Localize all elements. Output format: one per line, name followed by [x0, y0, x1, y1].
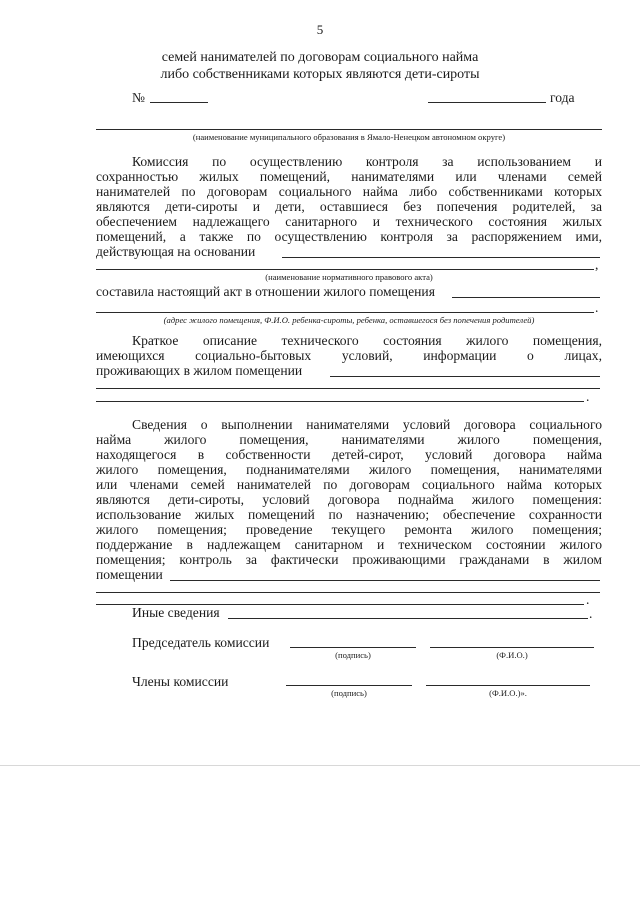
- members-label: Члены комиссии: [132, 674, 229, 689]
- para3-line: Сведения о выполнении нанимателями условий договора социального: [132, 417, 602, 432]
- period-mark: .: [595, 300, 599, 315]
- para3-line: найма жилого помещения, нанимателями жилого помещения,: [96, 432, 602, 447]
- dwelling-field[interactable]: [452, 297, 600, 298]
- para1-line: помещений, а также по осуществлению контроля за распоряжением ими,: [96, 229, 602, 244]
- para3-last-line: помещении: [96, 567, 163, 582]
- para2-line: Краткое описание технического состояния жилого помещения,: [132, 333, 602, 348]
- compliance-field[interactable]: [170, 580, 600, 581]
- fio-caption-end: (Ф.И.О.)».: [489, 688, 527, 698]
- para1-line: Комиссия по осуществлению контроля за использованием и: [132, 154, 602, 169]
- address-field[interactable]: [96, 312, 594, 313]
- members-signature-field[interactable]: [286, 685, 412, 686]
- chairman-label: Председатель комиссии: [132, 635, 270, 650]
- para3-line: жилого помещения; проведение текущего ремонта жилого помещения;: [96, 522, 602, 537]
- basis-field[interactable]: [282, 257, 600, 258]
- comma-mark: ,: [595, 257, 599, 272]
- para3-line: жилого помещения, поднанимателями жилого помещения, нанимателями: [96, 462, 602, 477]
- para3-line: использование жилых помещений по назначению; обеспечение сохранности: [96, 507, 602, 522]
- para2-last-line: проживающих в жилом помещении: [96, 363, 303, 378]
- act-statement: составила настоящий акт в отношении жилого помещения: [96, 284, 435, 299]
- signature-caption: (подпись): [331, 688, 367, 698]
- para3-line: или членами семей нанимателей по договорам социального найма которых: [96, 477, 602, 492]
- chairman-name-field[interactable]: [430, 647, 594, 648]
- other-info-field[interactable]: [228, 618, 588, 619]
- members-name-field[interactable]: [426, 685, 590, 686]
- legal-act-caption: (наименование нормативного правового акта): [265, 272, 433, 282]
- fio-caption: (Ф.И.О.): [496, 650, 528, 660]
- condition-field[interactable]: [330, 376, 600, 377]
- signature-caption: (подпись): [335, 650, 371, 660]
- number-sign: №: [132, 90, 145, 105]
- act-number-field[interactable]: [150, 102, 208, 103]
- condition-field-3[interactable]: [96, 401, 584, 402]
- act-date-field[interactable]: [428, 102, 546, 103]
- period-mark: .: [586, 592, 590, 607]
- other-info-label: Иные сведения: [132, 605, 220, 620]
- para2-line: имеющихся социально-бытовых условий, информации о лицах,: [96, 348, 602, 363]
- municipality-field[interactable]: [96, 129, 602, 130]
- para1-line: нанимателей по договорам социального найма либо собственниками которых: [96, 184, 602, 199]
- para3-line: являются дети-сироты, условий договора поднайма жилого помещения:: [96, 492, 602, 507]
- period-mark: .: [586, 389, 590, 404]
- page-number: 5: [316, 22, 324, 37]
- title-line-1: семей нанимателей по договорам социального найма: [161, 50, 479, 65]
- para3-line: помещения; контроль за фактически проживающими гражданами в жилом: [96, 552, 602, 567]
- para1-line: обеспечением надлежащего санитарного и технического состояния жилых: [96, 214, 602, 229]
- year-word: года: [550, 90, 575, 105]
- chairman-signature-field[interactable]: [290, 647, 416, 648]
- municipality-caption: (наименование муниципального образования в Ямало-Ненецком автономном округе): [192, 132, 506, 142]
- legal-act-field[interactable]: [96, 269, 594, 270]
- compliance-field-2[interactable]: [96, 592, 600, 593]
- para1-line: являются дети-сироты и дети, оставшиеся без попечения родителей, за: [96, 199, 602, 214]
- address-caption: (адрес жилого помещения, Ф.И.О. ребенка-сироты, ребенка, оставшегося без попечения родителей): [163, 315, 535, 325]
- para3-line: находящегося в собственности детей-сирот, условий договора найма: [96, 447, 602, 462]
- period-mark: .: [589, 606, 593, 621]
- para1-line: сохранностью жилых помещений, нанимателями или членами семей: [96, 169, 602, 184]
- title-line-2: либо собственниками которых являются дети-сироты: [160, 67, 480, 82]
- blank-area: [0, 766, 640, 905]
- para1-last-line: действующая на основании: [96, 244, 256, 259]
- condition-field-2[interactable]: [96, 388, 600, 389]
- para3-line: поддержание в надлежащем санитарном и техническом состоянии жилого: [96, 537, 602, 552]
